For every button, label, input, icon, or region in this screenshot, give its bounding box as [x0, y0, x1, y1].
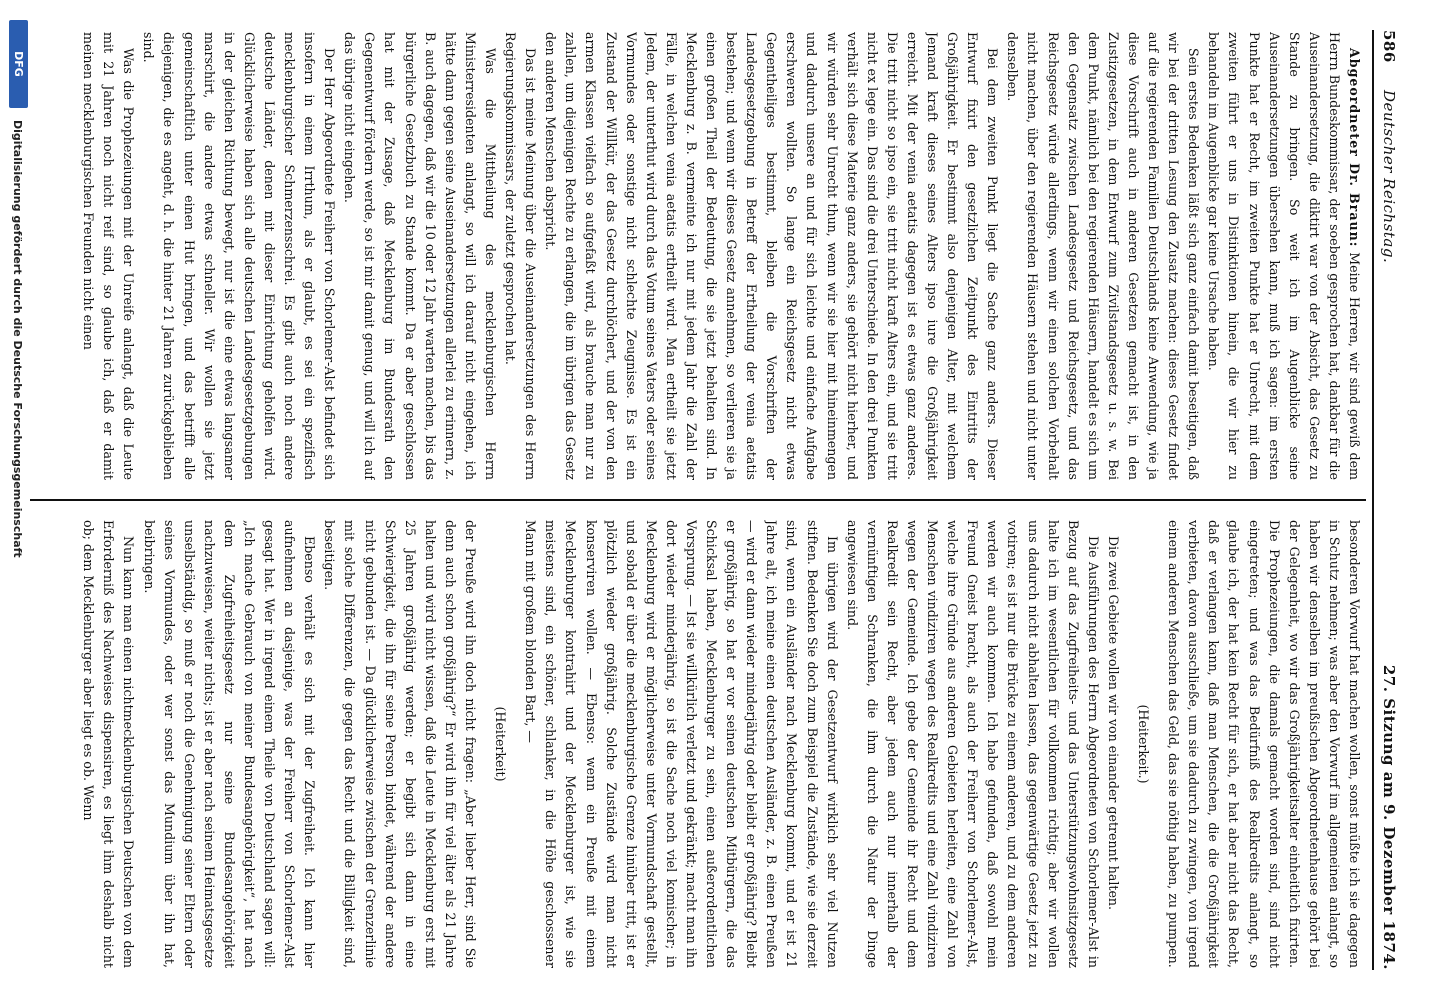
left-column [40, 32, 1364, 480]
dfg-logo: DFG [9, 20, 28, 108]
stage-direction: (Heiterkeit) [493, 706, 509, 782]
header-rule [1372, 30, 1374, 970]
paragraph: besonderen Vorwurf hat machen wollen, sonst müßte ich sie dagegen in Schutz nehmen; was aber den Vorwurf im allgemeinen anlangt, so haben wir denselben im preußischen Abgeordnetenhause gehört bei der Gelegenheit, wo wir das Großjährigkeitsalter einheitlich fixirten. Die Prophezeiungen, die damals gemacht worden sind, sind nicht eingetreten; und was das Bedürfniß des Realkredits anlangt, so glaube ich, der hat kein Recht für sich, er hat aber nicht das Recht, daß er verlangen kann, daß man Menschen, die die Großjährigkeit verbieten, davon ausschließe, um sie dadurch zu zwingen, von irgend einem anderen Menschen das Geld, das sie nöthig haben, zu pumpen. [1166, 520, 1362, 968]
paragraph: Das ist meine Meinung über die Auseinandersetzungen des Herrn Regierungskommissars, der zuletzt gesprochen hat. [503, 32, 539, 480]
paragraph: Was die Mittheilung des mecklenburgischen Herrn Ministerresidenten anlangt, so will ich darauf nicht eingehen, ich hätte dann gegen seine Auseinandersetzungen allerlei zu erinnern, z. B. auch dagegen, daß wir die 10 oder 12 Jahr warten machen, bis das bürgerliche Gesetzbuch zu Stande kommt. Da er aber geschlossen hat mit der Zusage, daß Mecklenburg im Bundesrath den Gegenentwurf fördern werde, so ist mir damit genug, und will ich auf das übrige nicht eingehen. [342, 32, 498, 480]
paragraph: Im übrigen wird der Gesetzentwurf wirklich sehr viel Nutzen stiften. Bedenken Sie doch zum Beispiel die Zustände, wie sie derzeit sind, wenn ein Ausländer nach Mecklenburg kommt, und er ist 21 Jahre alt, ich meine einen deutschen Ausländer, z. B. einen Preußen — wird er dann wieder minderjährig oder bleibt er großjährig? Bleibt er großjährig, so hat er vor seinen deutschen Mitbürgern, die das Schicksal haben, Mecklenburger zu sein, einen außerordentlichen Vorsprung. — Ist sie willkürlich verletzt und gekränkt; macht man ihn dort wieder minderjährig, so ist die Sache noch viel komischer; in Mecklenburg wird er möglicherweise unter Vormundschaft gestellt, und sobald er über die mecklenburgische Grenze hinüber tritt, ist er plötzlich wieder großjährig. Solche Zustände wird man nicht konserviren wollen. — Ebenso: wenn ein Preuße mit einem Mecklenburger kontrahirt und der Mecklenburger ist, wie sie meistens sind, ein schöner, schlanker, in die Höhe geschossener Mann mit großem blonden Bart, — [523, 520, 840, 968]
session-title: 27. Sitzung am 9. Dezember 1874. [1380, 664, 1398, 970]
speaker-name: Abgeordneter Dr. Braun: [1347, 48, 1362, 248]
page-number: 586 [1380, 30, 1398, 63]
publication-title: Deutscher Reichstag. [1380, 90, 1398, 264]
paragraph: Nun kann man einen nichtmecklenburgischen Deutschen von dem Erforderniß des Nachweises dispensiren, es liegt ihm deshalb nicht ob; dem Mecklenburger aber liegt es ob. Wenn [81, 520, 137, 968]
paragraph: Die zwei Gebiete wollen wir von einander getrennt halten. [1105, 536, 1121, 911]
page-header [1380, 30, 1406, 970]
paragraph: Bei dem zweiten Punkt liegt die Sache ganz anders. Dieser Entwurf fixirt den gesetzlichen Zeitpunkt des Eintritts der Großjährigkeit. Er bestimmt also denjenigen Alter, mit welchem Jemand kraft dieses seines Alters ipso iure die Großjährigkeit erreicht. Mit der venia aetatis dagegen ist es etwas ganz anderes. Die tritt nicht so ipso ein, sie tritt nicht kraft Alters ein, und sie tritt nicht ex lege ein. Das sind die drei Unterschiede. In den drei Punkten verhält sich diese Materie ganz anders, sie gehört nicht hierher, und wir würden sehr Unrecht thun, wenn wir sie hier mit hineinmengen und dadurch unsere an und für sich leichte und einfache Aufgabe erschweren wollten. So lange ein Reichsgesetz nicht etwas Gegentheiliges bestimmt, bleiben die Vorschriften der Landesgesetzgebung in Betreff der Ertheilung der venia aetatis bestehen; und wenn wir dieses Gesetz annehmen, so verlieren sie ja einen großen Theil der Bedeutung, die sie jetzt behalten sind. In Mecklenburg z. B. vermeinte ich nur mit jedem Jahr die Zahl der Fälle, in welchen venia aetatis ertheilt wird. Man ertheilt sie jetzt Jedem, der unterthut wird durch das Votum seines Vaters oder seines Vormundes oder sonstige nicht schlechte Zeugnisse. Es ist ein Zustand der Willkür, der das Gesetz durchlöchert, und der von den armen Klassen vielfach so aufgefaßt wird, als brauche man nur zu zahlen, um diejenigen Rechte zu erlangen, die im übrigen das Gesetz den anderen Menschen abspricht. [543, 32, 1001, 480]
paragraph-text: Meine Herren, wir sind gewiß dem Herrn Bundeskommissar, der soeben gesprochen hat, dankbar für die Auseinandersetzung, die diktirt war von der Absicht, das Gesetz zu Stande zu bringen. So weit ich im Augenblicke seine Auseinandersetzungen übersehen kann, muß ich sagen: im ersten Punkte hat er Recht, im zweiten Punkte hat er Unrecht, mit dem zweiten führt er uns in Distinktionen hinein, die wir hier zu behandeln im Augenblicke gar keine Ursache haben. [1206, 32, 1362, 480]
paragraph: Sein erstes Bedenken läßt sich ganz einfach damit beseitigen, daß wir bei der dritten Lesung den Zusatz machen: dieses Gesetz findet auf die regierenden Familien Deutschlands keine Anwendung, wie ja diese Vorschrift auch in anderen Gesetzen gemacht ist, in den Zustizgesetzen, in dem Entwurf zum Zivilstandsgesetz u. s. w. Bei dem Punkt, nämlich bei den regierenden Häusern, handelt es sich um den Gegensatz zwischen Landesgesetz und Reichsgesetz, und das Reichsgesetz würde allerdings, wenn wir einen solchen Vorbehalt nicht machen, über den regierenden Häusern stehen und nicht unter denselben. [1005, 32, 1202, 480]
paragraph: der Preuße wird ihn doch nicht fragen: „Aber lieber Herr, sind Sie denn auch schon großjährig?“ Er wird ihn für viel älter als 21 Jahre halten und wird nicht wissen, daß die Leute in Mecklenburg erst mit 25 Jahren großjährig werden; er begibt sich dann in eine Schwierigkeit, die ihn für seine Person bindet, während der andere nicht gebunden ist. — Da glücklicherweise zwischen der Grenzerlinie mit solche Differenzen, die gegen das Recht und die Billigkeit sind, beseitigen. [322, 520, 479, 968]
paragraph [1203, 32, 1364, 480]
paragraph: Die Ausführungen des Herrn Abgeordneten von Schorlemer-Alst in Bezug auf das Zugfreiheits- und das Unterstützungswohnsitzgesetz halte ich im wesentlichen für vollkommen richtig; aber wir wollen uns dadurch nicht abhalten lassen, das gegenwärtige Gesetz jetzt zu votiren; es ist nur die Brücke zu einem anderen, und zu dem anderen werden wir auch kommen. Ich habe gefunden, daß sowohl mein Freund Gneist bracht, als auch der Freiherr von Schorlemer-Alst, welche ihre Gründe aus anderen Gebieten herleiten, eine Zahl von Menschen vindiziren wegen des Realkredits und eine Zahl vindiziren wegen der Gemeinde. Ich gebe der Gemeinde ihr Recht und dem Realkredit sein Recht, aber jedem auch nur innerhalb der vernünftigen Schranken, die ihm durch die Natur der Dinge angewiesen sind. [844, 520, 1101, 968]
right-column [40, 520, 1364, 968]
paragraph: Der Herr Abgeordnete Freiherr von Schorlemer-Alst befindet sich insofern in einem Irrthum, als er glaubt, es sei ein spezifisch mecklenburgischer Schmerzensschrei. Es gibt auch noch andere deutsche Länder, denen mit dieser Einrichtung geholfen wird. Glücklicherweise haben sich alle deutschen Landesgesetzgebungen in der gleichen Richtung bewegt, nur ist die eine etwas langsamer marschirt, die andere etwas schneller. Wir wollen sie jetzt gemeinschaftlich unter einen Hut bringen, und das betrifft alle diejenigen, die es angeht, d. h. die hinter 21 Jahren zurückgeblieben sind. [141, 32, 338, 480]
stage-direction: (Heiterkeit.) [1136, 704, 1152, 784]
digitization-credit: Digitalisierung gefördert durch die Deutsche Forschungsgemeinschaft [11, 120, 24, 558]
column-divider [30, 499, 1366, 501]
paragraph: Was die Prophezeiungen mit der Unreife anlangt, daß die Leute mit 21 Jahren noch nicht reif sind, so glaube ich, daß er damit meinen mecklenburgischen Freunden nicht einen [81, 32, 137, 480]
paragraph: Ebenso verhält es sich mit der Zugfreiheit. Ich kann hier aufnehmen an dasjenige, was der Freiherr von Schorlemer-Alst gesagt hat. Wer in irgend einem Theile von Deutschland sagen will: „Ich mache Gebrauch von meiner Bundesangehörigkeit“, hat nach dem Zugfreiheitsgesetz nur seine Bundesangehörigkeit nachzuweisen, weiter nichts; ist er aber nach seinem Heimatsgesetze unselbständig, so muß er noch die Genehmigung seiner Eltern oder seines Vormundes, oder wer sonst das Mundium über ihn hat, beibringen. [141, 520, 318, 968]
